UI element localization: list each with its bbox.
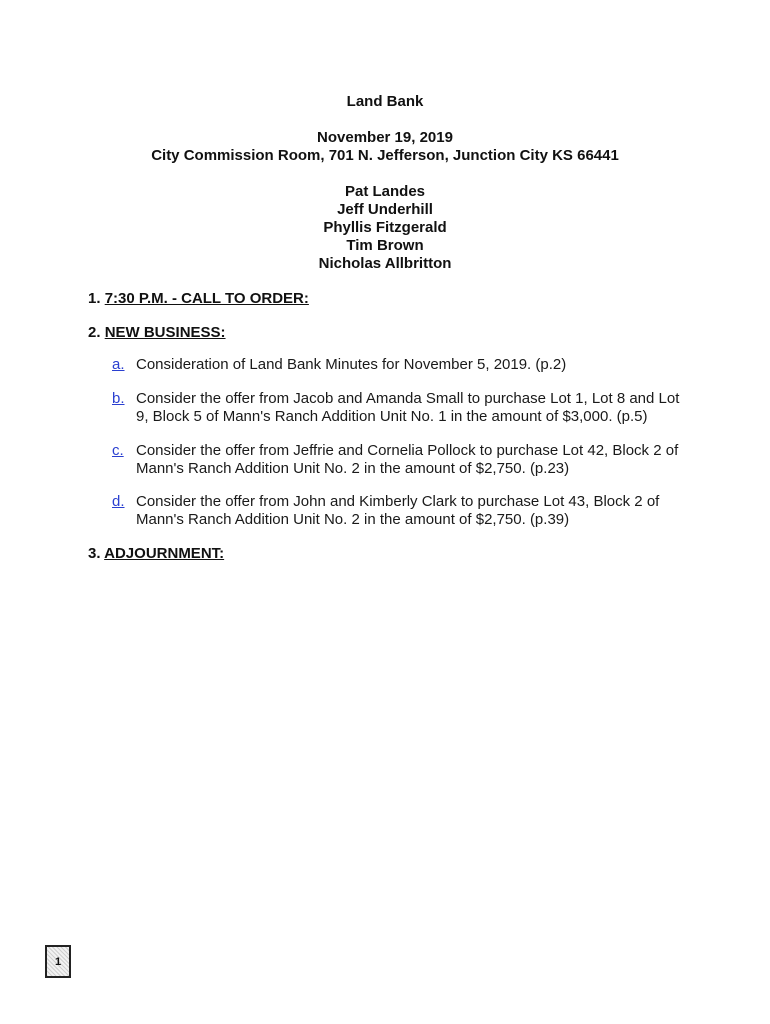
section-title: ADJOURNMENT: [104,545,225,562]
member-name: Jeff Underhill [337,201,433,218]
section-number: 1. [88,290,101,307]
item-text: Consider the offer from Jacob and Amanda Small to purchase Lot 1, Lot 8 and Lot 9, Block 5 of Mann's Ranch Addition Unit No. 1 in the amount of $3,000. (p.5) [136,390,680,425]
meeting-location: City Commission Room, 701 N. Jefferson, Junction City KS 66441 [151,147,619,164]
section-new-business [88,324,226,342]
item-link-d[interactable]: d. [112,493,125,510]
item-text: Consider the offer from John and Kimberly Clark to purchase Lot 43, Block 2 of Mann's Ranch Addition Unit No. 2 in the amount of $2,750. (p.39) [136,493,660,528]
section-number: 2. [88,324,101,341]
document-title: Land Bank [346,93,424,110]
item-link-b[interactable]: b. [112,390,125,407]
meeting-date: November 19, 2019 [317,129,453,146]
item-text: Consideration of Land Bank Minutes for November 5, 2019. (p.2) [136,356,567,373]
agenda-item-d [112,493,692,529]
section-title: NEW BUSINESS: [104,324,226,341]
section-title: 7:30 P.M. - CALL TO ORDER: [104,290,309,307]
section-adjournment [88,545,224,563]
section-number: 3. [88,545,101,562]
member-name: Tim Brown [346,237,424,254]
page-number: 1 [54,955,62,968]
agenda-item-c [112,442,692,478]
page-number-badge [45,945,71,978]
agenda-item-a [112,356,692,374]
item-link-a[interactable]: a. [112,356,125,373]
member-name: Phyllis Fitzgerald [323,219,447,236]
item-link-c[interactable]: c. [112,442,124,459]
member-name: Pat Landes [344,183,426,200]
item-text: Consider the offer from Jeffrie and Cornelia Pollock to purchase Lot 42, Block 2 of Mann's Ranch Addition Unit No. 2 in the amount of $2,750. (p.23) [136,442,679,477]
agenda-item-b [112,390,692,426]
member-name: Nicholas Allbritton [318,255,452,272]
section-call-to-order [88,290,309,308]
